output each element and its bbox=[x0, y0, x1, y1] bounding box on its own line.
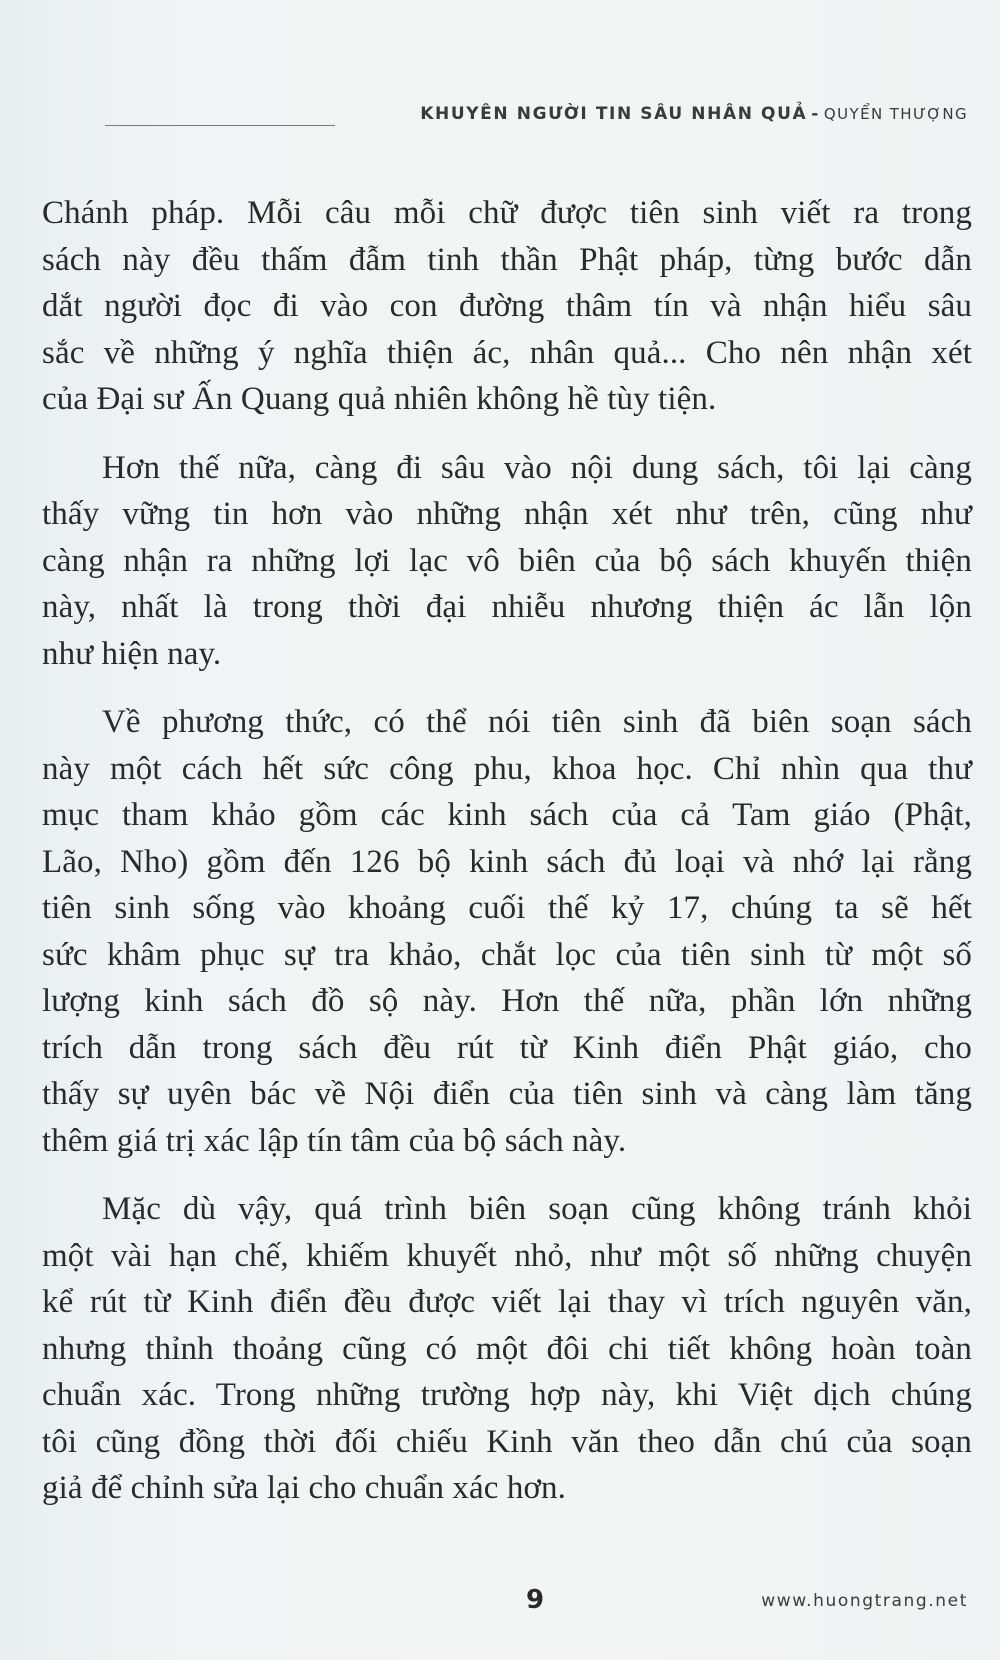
paragraph bbox=[42, 1186, 972, 1512]
text-line: Mặc dù vậy, quá trình biên soạn cũng không tránh khỏi bbox=[102, 1191, 972, 1227]
text-line: chuẩn xác. Trong những trường hợp này, khi Việt dịch chúng bbox=[42, 1377, 972, 1413]
text-line: sắc về những ý nghĩa thiện ác, nhân quả... Cho nên nhận xét bbox=[42, 334, 972, 371]
text-line: tôi cũng đồng thời đối chiếu Kinh văn theo dẫn chú của soạn bbox=[42, 1423, 972, 1460]
paragraph bbox=[42, 699, 972, 1164]
text-line: Lão, Nho) gồm đến 126 bộ kinh sách đủ loại và nhớ lại rằng bbox=[42, 843, 972, 880]
text-line: dắt người đọc đi vào con đường thâm tín và nhận hiểu sâu bbox=[42, 288, 972, 324]
text-line: này một cách hết sức công phu, khoa học. Chỉ nhìn qua thư bbox=[42, 750, 972, 787]
text-line: mục tham khảo gồm các kinh sách của cả Tam giáo (Phật, bbox=[42, 797, 972, 833]
text-line: trích dẫn trong sách đều rút từ Kinh điển Phật giáo, cho bbox=[42, 1029, 972, 1066]
text-line: Chánh pháp. Mỗi câu mỗi chữ được tiên sinh viết ra trong bbox=[42, 195, 972, 231]
text-line: càng nhận ra những lợi lạc vô biên của bộ sách khuyến thiện bbox=[42, 542, 972, 579]
text-line: thêm giá trị xác lập tín tâm của bộ sách này. bbox=[42, 1122, 627, 1159]
text-line: này, nhất là trong thời đại nhiễu nhương thiện ác lẫn lộn bbox=[42, 589, 972, 625]
text-line: như hiện nay. bbox=[42, 635, 222, 672]
header-separator: - bbox=[811, 104, 820, 124]
body-text bbox=[42, 190, 972, 1534]
text-line: nhưng thỉnh thoảng cũng có một đôi chi tiết không hoàn toàn bbox=[42, 1330, 972, 1367]
running-header bbox=[0, 100, 968, 134]
header-rule bbox=[105, 125, 335, 126]
text-line: Về phương thức, có thể nói tiên sinh đã biên soạn sách bbox=[102, 704, 972, 740]
text-line: sách này đều thấm đẫm tinh thần Phật pháp, từng bước dẫn bbox=[42, 241, 972, 278]
header-title bbox=[420, 104, 968, 124]
text-line: lượng kinh sách đồ sộ này. Hơn thế nữa, phần lớn những bbox=[42, 983, 972, 1019]
text-line: kể rút từ Kinh điển đều được viết lại thay vì trích nguyên văn, bbox=[42, 1284, 972, 1320]
paragraph bbox=[42, 190, 972, 423]
text-line: tiên sinh sống vào khoảng cuối thế kỷ 17, chúng ta sẽ hết bbox=[42, 890, 972, 926]
page-footer bbox=[0, 1585, 1000, 1625]
paragraph bbox=[42, 445, 972, 678]
text-line: sức khâm phục sự tra khảo, chắt lọc của tiên sinh từ một số bbox=[42, 936, 972, 973]
text-line: giả để chỉnh sửa lại cho chuẩn xác hơn. bbox=[42, 1470, 566, 1506]
text-line: thấy sự uyên bác về Nội điển của tiên sinh và càng làm tăng bbox=[42, 1076, 972, 1112]
text-line: một vài hạn chế, khiếm khuyết nhỏ, như một số những chuyện bbox=[42, 1237, 972, 1274]
text-line: của Đại sư Ấn Quang quả nhiên không hề tùy tiện. bbox=[42, 381, 717, 417]
text-line: Hơn thế nữa, càng đi sâu vào nội dung sách, tôi lại càng bbox=[102, 449, 972, 486]
book-title: KHUYÊN NGƯỜI TIN SÂU NHÂN QUẢ bbox=[420, 104, 808, 124]
publisher-website: www.huongtrang.net bbox=[761, 1591, 968, 1611]
page-number: 9 bbox=[526, 1585, 545, 1615]
volume-title: QUYỂN THƯỢNG bbox=[823, 105, 968, 123]
text-line: thấy vững tin hơn vào những nhận xét như trên, cũng như bbox=[42, 496, 972, 532]
